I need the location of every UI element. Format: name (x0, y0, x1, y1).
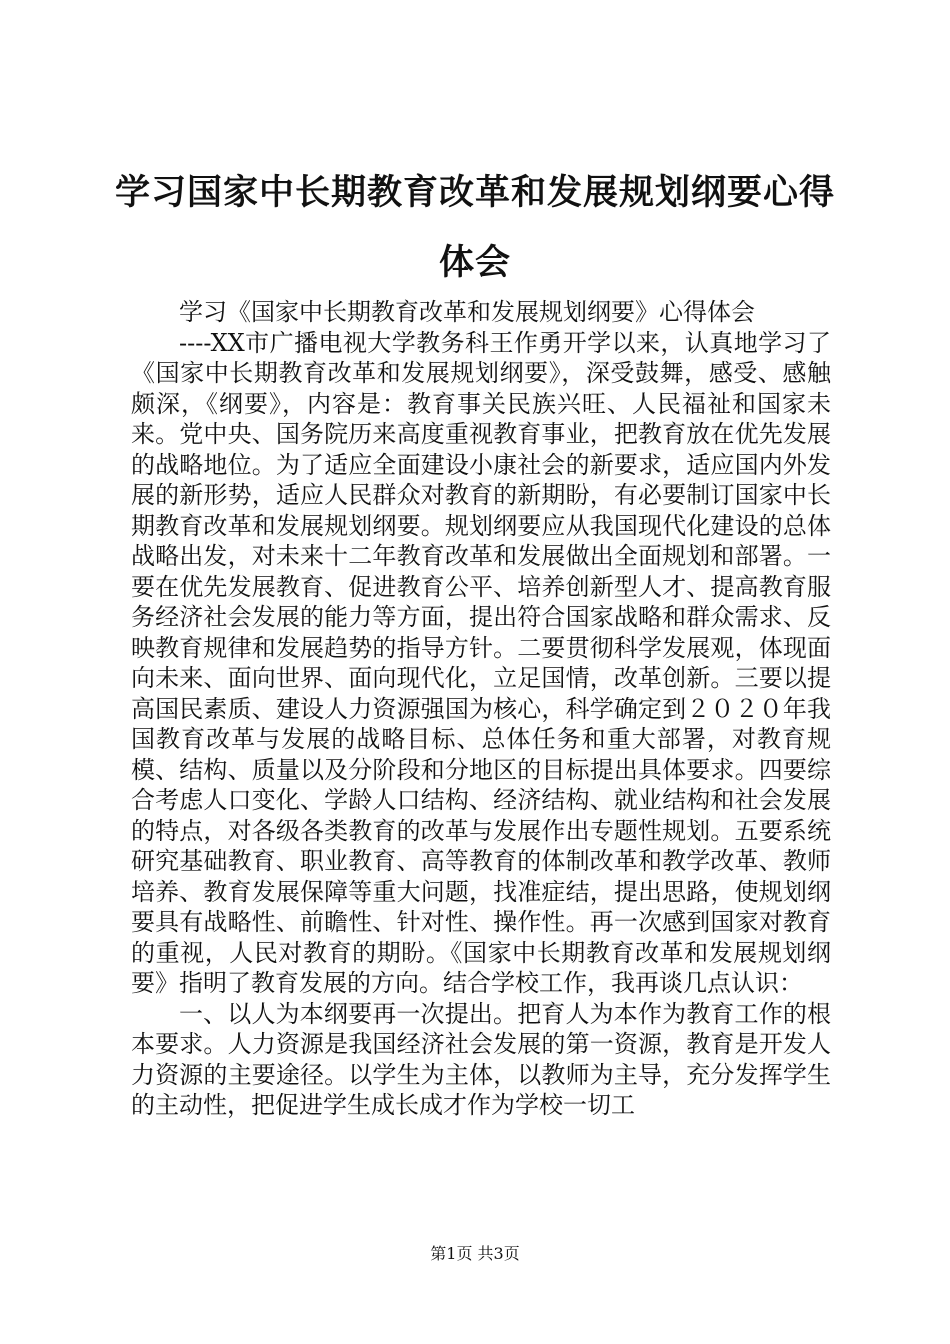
document-title: 学习国家中长期教育改革和发展规划纲要心得体会 (114, 173, 835, 283)
page-footer: 第1页 共3页 (430, 1244, 520, 1263)
body-paragraph: 一、以人为本纲要再一次提出。把育人为本作为教育工作的根本要求。人力资源是我国经济社会发展的第一资源，教育是开发人力资源的主要途径。以学生为主体，以教师为主导，充分发挥学生的主动性，把促进学生成长成才作为学校一切工 (131, 999, 831, 1119)
subtitle-paragraph: 学习《国家中长期教育改革和发展规划纲要》心得体会 (179, 298, 755, 326)
body-paragraph: ----XX市广播电视大学教务科王作勇开学以来，认真地学习了《国家中长期教育改革和发展规划纲要》，深受鼓舞，感受、感触颇深，《纲要》，内容是：教育事关民族兴旺、人民福祉和国家未来。党中央、国务院历来高度重视教育事业，把教育放在优先发展的战略地位。为了适应全面建设小康社会的新要求，适应国内外发展的新形势，适应人民群众对教育的新期盼，有必要制订国家中长期教育改革和发展规划纲要。规划纲要应从我国现代化建设的总体战略出发，对未来十二年教育改革和发展做出全面规划和部署。一要在优先发展教育、促进教育公平、培养创新型人才、提高教育服务经济社会发展的能力等方面，提出符合国家战略和群众需求、反映教育规律和发展趋势的指导方针。二要贯彻科学发展观，体现面向未来、面向世界、面向现代化，立足国情，改革创新。三要以提高国民素质、建设人力资源强国为核心，科学确定到２０２０年我国教育改革与发展的战略目标、总体任务和重大部署，对教育规模、结构、质量以及分阶段和分地区的目标提出具体要求。四要综合考虑人口变化、学龄人口结构、经济结构、就业结构和社会发展的特点，对各级各类教育的改革与发展作出专题性规划。五要系统研究基础教育、职业教育、高等教育的体制改革和教学改革、教师培养、教育发展保障等重大问题，找准症结，提出思路，使规划纲要具有战略性、前瞻性、针对性、操作性。再一次感到国家对教育的重视，人民对教育的期盼。《国家中长期教育改革和发展规划纲要》指明了教育发展的方向。结合学校工作，我再谈几点认识： (131, 328, 831, 997)
document-body (131, 297, 831, 1121)
